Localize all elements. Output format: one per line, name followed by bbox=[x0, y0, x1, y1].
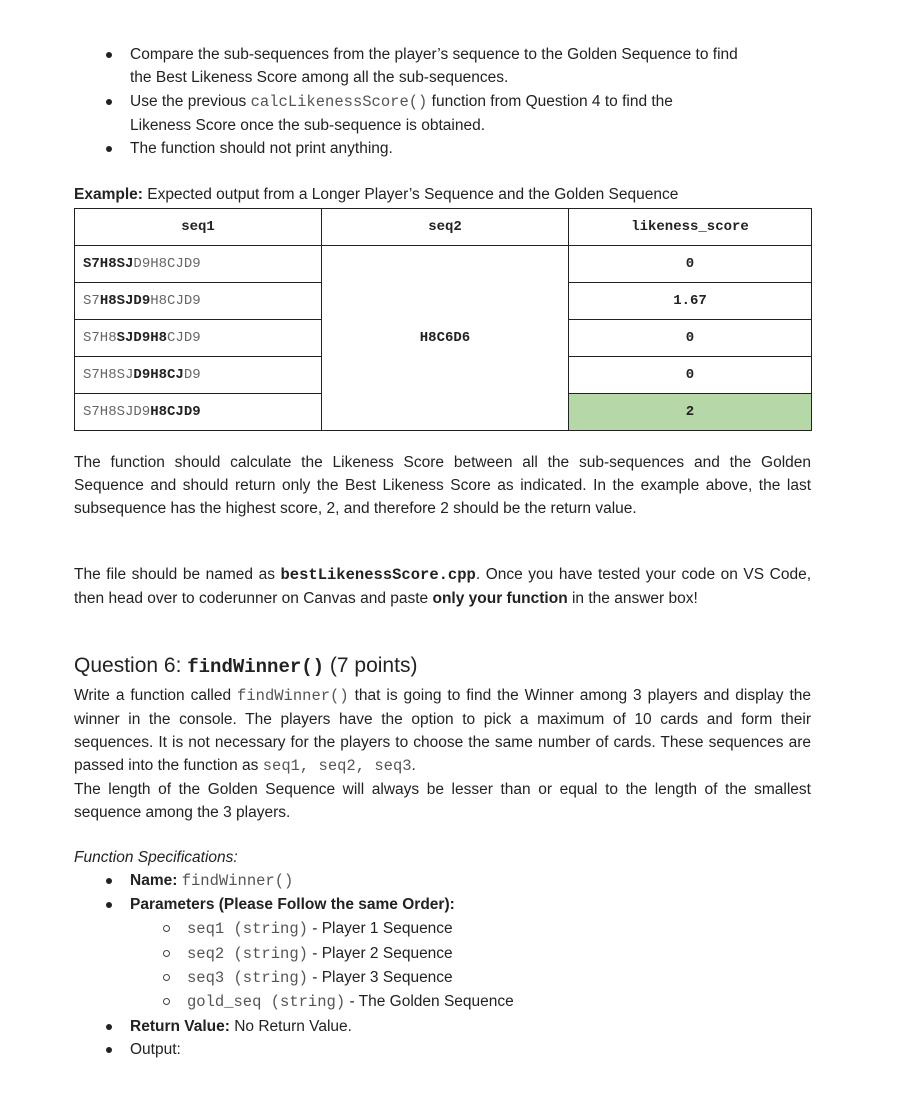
spec-output: Output: bbox=[130, 1041, 181, 1058]
bullet-dot bbox=[106, 52, 112, 58]
bullet-dot bbox=[106, 902, 112, 908]
spec-label: Name: bbox=[130, 872, 178, 889]
score-cell: 0 bbox=[569, 357, 812, 394]
bullet-text bbox=[130, 91, 673, 113]
sub-bullet-circle bbox=[163, 974, 170, 981]
seq1-post: H8CJD9 bbox=[150, 293, 201, 309]
heading-part: Question 6: bbox=[74, 654, 188, 677]
bullet-text: The function should not print anything. bbox=[130, 140, 393, 157]
inline-code: findWinner() bbox=[181, 872, 294, 890]
bullet-dot bbox=[106, 146, 112, 152]
spec-return bbox=[130, 1016, 352, 1038]
param-item bbox=[187, 943, 453, 965]
seq1-cell bbox=[75, 357, 322, 394]
header-seq2: seq2 bbox=[322, 209, 569, 246]
example-caption bbox=[74, 184, 678, 206]
text-part: The file should be named as bbox=[74, 566, 281, 583]
text-part: in the answer box! bbox=[567, 590, 698, 607]
spec-params-label: Parameters (Please Follow the same Order): bbox=[130, 896, 455, 913]
best-score-cell: 2 bbox=[569, 394, 812, 431]
paragraph-golden-length: The length of the Golden Sequence will always be lesser than or equal to the length of the smallest sequence among the 3 players. bbox=[74, 781, 811, 821]
inline-code: calcLikenessScore() bbox=[250, 93, 428, 111]
inline-code: seq1 (string) bbox=[187, 920, 308, 938]
bullet-dot bbox=[106, 1047, 112, 1053]
header-likeness-score: likeness_score bbox=[569, 209, 812, 246]
seq1-highlight: H8SJD9 bbox=[99, 293, 151, 309]
seq1-highlight: SJD9H8 bbox=[116, 330, 168, 346]
text-part: that is going to find the Winner among 3 players and display the winner in the console. The players have the option to pick a maximum of 10 cards and form their sequences. It is not necessary for the players to choose the same number of cards. These sequences are passed into the function as bbox=[74, 687, 812, 774]
sub-bullet-circle bbox=[163, 925, 170, 932]
inline-code: seq1, seq2, seq3 bbox=[262, 757, 412, 775]
bold-text: only your function bbox=[432, 590, 568, 607]
seq1-cell bbox=[75, 320, 322, 357]
seq1-cell bbox=[75, 283, 322, 320]
text-part: . bbox=[411, 757, 416, 774]
seq1-cell bbox=[75, 246, 322, 283]
question-6-heading bbox=[74, 654, 417, 678]
param-desc: - Player 2 Sequence bbox=[307, 945, 453, 962]
paragraph-file-naming bbox=[74, 563, 811, 610]
bullet-text-part: Use the previous bbox=[130, 93, 251, 110]
param-desc: - The Golden Sequence bbox=[345, 993, 514, 1010]
seq1-pre: S7H8SJ bbox=[83, 367, 134, 383]
seq1-highlight: H8CJD9 bbox=[150, 404, 201, 420]
param-item bbox=[187, 991, 514, 1013]
inline-code: findWinner() bbox=[237, 687, 349, 705]
param-desc: - Player 1 Sequence bbox=[307, 920, 453, 937]
score-cell: 1.67 bbox=[569, 283, 812, 320]
seq1-post: D9 bbox=[183, 367, 201, 383]
spec-label: Return Value: bbox=[130, 1018, 230, 1035]
text-part: . Once you have tested your code on VS Code, then head over to coderunner on Canvas and paste bbox=[74, 566, 811, 607]
seq1-pre: S7 bbox=[83, 293, 100, 309]
sub-bullet-circle bbox=[163, 950, 170, 957]
header-seq1: seq1 bbox=[75, 209, 322, 246]
bullet-text: Compare the sub-sequences from the player’s sequence to the Golden Sequence to find bbox=[130, 46, 738, 63]
text-part: Write a function called bbox=[74, 687, 238, 704]
inline-code: seq2 (string) bbox=[187, 945, 308, 963]
spec-value: No Return Value. bbox=[229, 1018, 352, 1035]
inline-code: gold_seq (string) bbox=[187, 993, 346, 1011]
seq2-cell: H8C6D6 bbox=[322, 246, 569, 431]
table-header-row bbox=[75, 209, 812, 246]
seq1-cell bbox=[75, 394, 322, 431]
paragraph-description bbox=[74, 684, 811, 778]
seq1-highlight: S7H8SJ bbox=[83, 256, 134, 272]
param-item bbox=[187, 967, 453, 989]
score-cell: 0 bbox=[569, 246, 812, 283]
filename: bestLikenessScore.cpp bbox=[280, 566, 476, 584]
example-label: Example: bbox=[74, 186, 143, 203]
seq1-post: D9H8CJD9 bbox=[133, 256, 201, 272]
seq1-pre: S7H8 bbox=[83, 330, 117, 346]
param-desc: - Player 3 Sequence bbox=[307, 969, 453, 986]
bullet-dot bbox=[106, 1024, 112, 1030]
inline-code: seq3 (string) bbox=[187, 969, 308, 987]
bullet-text: the Best Likeness Score among all the sub-sequences. bbox=[130, 69, 509, 86]
bullet-text-part: function from Question 4 to find the bbox=[427, 93, 673, 110]
paragraph-explanation: The function should calculate the Likeness Score between all the sub-sequences and the Golden Sequence and should return only the Best Likeness Score as indicated. In the example above, the last subsequence has the highest score, 2, and therefore 2 should be the return value. bbox=[74, 454, 811, 517]
spec-title: Function Specifications: bbox=[74, 849, 238, 866]
bullet-text: Likeness Score once the sub-sequence is obtained. bbox=[130, 117, 486, 134]
heading-part: (7 points) bbox=[324, 654, 418, 677]
seq1-post: CJD9 bbox=[167, 330, 201, 346]
seq1-pre: S7H8SJD9 bbox=[83, 404, 151, 420]
param-item bbox=[187, 918, 453, 940]
seq1-highlight: D9H8CJ bbox=[133, 367, 184, 383]
heading-code: findWinner() bbox=[187, 656, 325, 678]
table-row bbox=[75, 246, 812, 283]
sub-bullet-circle bbox=[163, 998, 170, 1005]
example-table bbox=[74, 208, 812, 431]
example-caption-text: Expected output from a Longer Player’s Sequence and the Golden Sequence bbox=[142, 186, 679, 203]
bullet-dot bbox=[106, 878, 112, 884]
bullet-dot bbox=[106, 99, 112, 105]
spec-name bbox=[130, 870, 293, 892]
score-cell: 0 bbox=[569, 320, 812, 357]
